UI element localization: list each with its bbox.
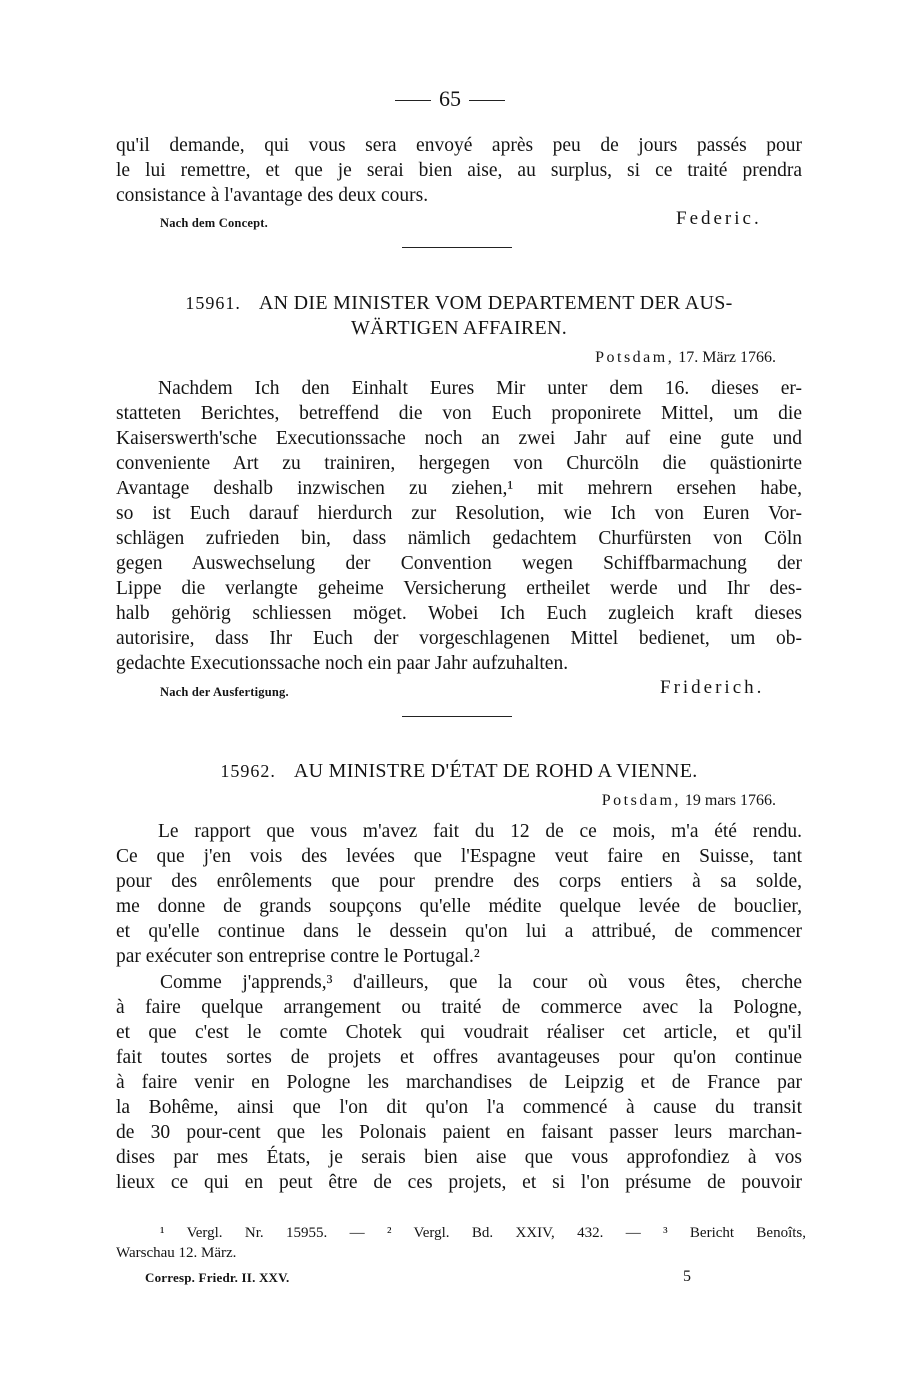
text-line: dises par mes États, je serais bien aise que vous approfondiez à vos [116, 1147, 802, 1168]
text-line: so ist Euch darauf hierdurch zur Resolution, wie Ich von Euren Vor- [116, 503, 802, 524]
date-place: Potsdam, [601, 792, 681, 809]
page-number-text: 65 [439, 86, 461, 111]
footnote-line: Warschau 12. März. [116, 1245, 237, 1261]
text-line: statteten Berichtes, betreffend die von Euch proponirete Mittel, um die [116, 403, 802, 424]
dash-right [469, 100, 505, 101]
letter-heading [116, 760, 802, 783]
sheet-number: 5 [683, 1268, 691, 1285]
footnote-line: ¹ Vergl. Nr. 15955. — ² Vergl. Bd. XXIV, 432. — ³ Bericht Benoîts, [160, 1225, 806, 1241]
text-line: Nachdem Ich den Einhalt Eures Mir unter dem 16. dieses er- [158, 378, 802, 399]
text-line: schlägen zufrieden bin, dass nämlich gedachtem Churfürsten von Cöln [116, 528, 802, 549]
date-rest: 19 mars 1766. [684, 792, 776, 809]
dash-left [395, 100, 431, 101]
separator-rule [402, 716, 512, 717]
text-line: Comme j'apprends,³ d'ailleurs, que la cour où vous êtes, cherche [160, 972, 802, 993]
signature-mark: Corresp. Friedr. II. XXV. [145, 1270, 290, 1285]
date-place: Potsdam, [595, 349, 675, 366]
letter-heading [116, 292, 802, 315]
letter-number: 15961. [185, 293, 241, 313]
text-line: le lui remettre, et que je serai bien aise, au surplus, si ce traité prendra [116, 160, 802, 181]
text-line: à faire quelque arrangement ou traité de commerce avec la Pologne, [116, 997, 802, 1018]
text-line: gedachte Executionssache noch ein paar Jahr aufzuhalten. [116, 653, 569, 674]
text-line: pour des enrôlements que pour prendre des corps entiers à sa solde, [116, 871, 802, 892]
letter-title: AU MINISTRE D'ÉTAT DE ROHD A VIENNE. [293, 760, 698, 782]
source-note: Nach der Ausfertigung. [160, 685, 289, 699]
text-line: fait toutes sortes de projets et offres avantageuses pour qu'on continue [116, 1047, 802, 1068]
text-line: Avantage deshalb inzwischen zu ziehen,¹ mit mehrern ersehen habe, [116, 478, 802, 499]
letter-title-line1: AN DIE MINISTER VOM DEPARTEMENT DER AUS- [258, 292, 733, 314]
text-line: à faire venir en Pologne les marchandises de Leipzig et de France par [116, 1072, 802, 1093]
page-number [385, 86, 515, 112]
text-line: par exécuter son entreprise contre le Portugal.² [116, 946, 480, 967]
source-note: Nach dem Concept. [160, 216, 268, 230]
separator-rule [402, 247, 512, 248]
text-line: halb gehörig schliessen möget. Wobei Ich Euch zugleich kraft dieses [116, 603, 802, 624]
text-line: qu'il demande, qui vous sera envoyé après peu de jours passés pour [116, 135, 802, 156]
letter-date [602, 792, 776, 810]
signature: Friderich. [660, 677, 765, 698]
letter-date [595, 349, 776, 367]
text-line: me donne de grands soupçons qu'elle médite quelque levée de bouclier, [116, 896, 802, 917]
text-line: lieux ce qui en peut être de ces projets, et si l'on présume de pouvoir [116, 1172, 802, 1193]
text-line: autorisire, dass Ihr Euch der vorgeschlagenen Mittel bedienet, um ob- [116, 628, 802, 649]
letter-title-line2: WÄRTIGEN AFFAIREN. [350, 317, 568, 339]
text-line: conveniente Art zu trainiren, hergegen von Churcöln die quästionirte [116, 453, 802, 474]
text-line: Le rapport que vous m'avez fait du 12 de ce mois, m'a été rendu. [158, 821, 802, 842]
text-line: la Bohême, ainsi que l'on dit qu'on l'a commencé à cause du transit [116, 1097, 802, 1118]
text-line: Ce que j'en vois des levées que l'Espagne veut faire en Suisse, tant [116, 846, 802, 867]
date-rest: 17. März 1766. [678, 349, 776, 366]
text-line: consistance à l'avantage des deux cours. [116, 185, 429, 206]
signature: Federic. [676, 208, 762, 229]
text-line: gegen Auswechselung der Convention wegen Schiffbarmachung der [116, 553, 802, 574]
letter-number: 15962. [220, 761, 276, 781]
text-line: et que c'est le comte Chotek qui voudrait réaliser cet article, et qu'il [116, 1022, 802, 1043]
text-line: Lippe die verlangte geheime Versicherung ertheilet werde und Ihr des- [116, 578, 802, 599]
text-line: et qu'elle continue dans le dessein qu'on lui a attribué, de commencer [116, 921, 802, 942]
text-line: Kaiserswerth'sche Executionssache noch an zwei Jahr auf eine gute und [116, 428, 802, 449]
text-line: de 30 pour-cent que les Polonais paient en faisant passer leurs marchan- [116, 1122, 802, 1143]
